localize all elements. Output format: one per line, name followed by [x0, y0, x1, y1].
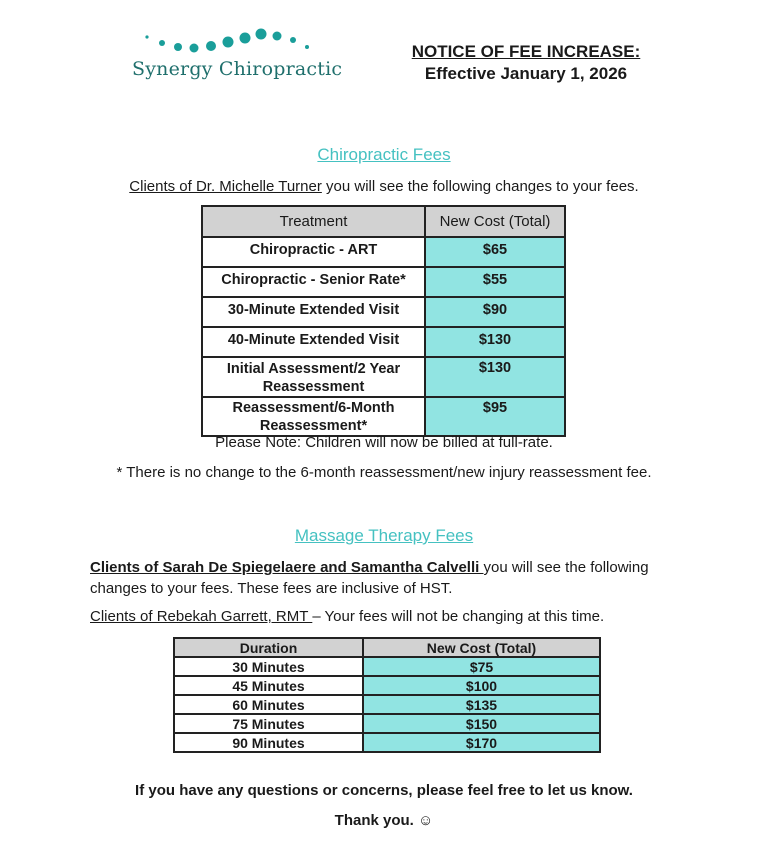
- table-row: [174, 657, 600, 676]
- intro-text: you will see the following changes to your fees. These fees are inclusive of HST.: [90, 559, 649, 597]
- footnote: * There is no change to the 6-month reassessment/new injury reassessment fee.: [116, 464, 652, 481]
- massage-fee-table: [173, 637, 601, 753]
- logo-text: Synergy Chiropractic: [132, 58, 343, 80]
- treatment-cell: 30-Minute Extended Visit: [202, 297, 425, 327]
- children-note: Please Note: Children will now be billed at full-rate.: [215, 434, 553, 451]
- table-row: [174, 695, 600, 714]
- massage-intro: [90, 557, 690, 599]
- cost-cell: $65: [425, 237, 565, 267]
- chiropractic-fee-table: [201, 205, 566, 437]
- rebekah-note: [90, 606, 690, 627]
- rebekah-link[interactable]: Clients of Rebekah Garrett, RMT: [90, 608, 313, 625]
- column-header: Duration: [174, 638, 363, 657]
- cost-cell: $75: [363, 657, 600, 676]
- cost-cell: $135: [363, 695, 600, 714]
- table-row: [202, 397, 565, 436]
- thank-you: Thank you. ☺: [334, 812, 434, 829]
- cost-cell: $130: [425, 357, 565, 397]
- duration-cell: 45 Minutes: [174, 676, 363, 695]
- duration-cell: 90 Minutes: [174, 733, 363, 752]
- notice-effective-date: Effective January 1, 2026: [424, 64, 628, 83]
- duration-cell: 75 Minutes: [174, 714, 363, 733]
- column-header: New Cost (Total): [425, 206, 565, 237]
- massage-fees-title: Massage Therapy Fees: [294, 526, 474, 545]
- dr-turner-link[interactable]: Clients of Dr. Michelle Turner: [129, 178, 322, 195]
- treatment-cell: Initial Assessment/2 Year Reassessment: [202, 357, 425, 397]
- table-row: [174, 676, 600, 695]
- synergy-logo: [128, 24, 343, 86]
- table-row: [202, 267, 565, 297]
- cost-cell: $130: [425, 327, 565, 357]
- cost-cell: $150: [363, 714, 600, 733]
- column-header: New Cost (Total): [363, 638, 600, 657]
- table-header-row: [174, 638, 600, 657]
- table-row: [174, 714, 600, 733]
- treatment-cell: Chiropractic - Senior Rate*: [202, 267, 425, 297]
- questions-note: If you have any questions or concerns, please feel free to let us know.: [135, 782, 633, 799]
- treatment-cell: Chiropractic - ART: [202, 237, 425, 267]
- duration-cell: 60 Minutes: [174, 695, 363, 714]
- column-header: Treatment: [202, 206, 425, 237]
- treatment-cell: Reassessment/6-Month Reassessment*: [202, 397, 425, 436]
- cost-cell: $100: [363, 676, 600, 695]
- cost-cell: $55: [425, 267, 565, 297]
- cost-cell: $170: [363, 733, 600, 752]
- notice-heading: [400, 41, 652, 85]
- cost-cell: $95: [425, 397, 565, 436]
- spine-dots-icon: [128, 24, 338, 58]
- cost-cell: $90: [425, 297, 565, 327]
- table-header-row: [202, 206, 565, 237]
- chiropractic-intro: [0, 176, 768, 197]
- duration-cell: 30 Minutes: [174, 657, 363, 676]
- table-row: [202, 297, 565, 327]
- table-row: [174, 733, 600, 752]
- notice-title: NOTICE OF FEE INCREASE:: [411, 42, 641, 61]
- rebekah-text: – Your fees will not be changing at this time.: [312, 608, 605, 625]
- table-row: [202, 327, 565, 357]
- intro-text: you will see the following changes to your fees.: [321, 178, 639, 195]
- table-row: [202, 357, 565, 397]
- treatment-cell: 40-Minute Extended Visit: [202, 327, 425, 357]
- table-row: [202, 237, 565, 267]
- chiropractic-fees-title: Chiropractic Fees: [317, 145, 451, 164]
- therapists-link[interactable]: Clients of Sarah De Spiegelaere and Samantha Calvelli: [90, 559, 484, 576]
